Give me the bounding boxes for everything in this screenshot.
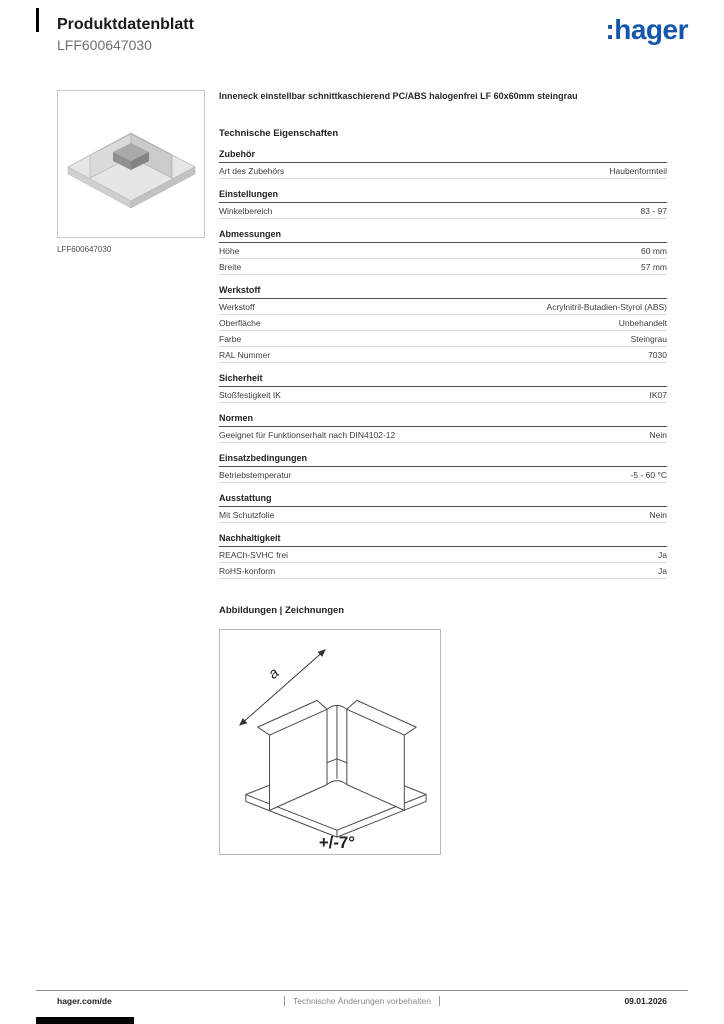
section-title: Nachhaltigkeit [219,533,667,547]
spec-label: RoHS-konform [219,565,276,576]
table-row [219,331,667,347]
table-row [219,347,667,363]
footer-divider [36,990,688,991]
table-row [219,467,667,483]
section-title: Ausstattung [219,493,667,507]
table-row [219,203,667,219]
spec-label: Werkstoff [219,301,255,312]
spec-value: Unbehandelt [618,317,667,328]
product-name: Inneneck einstellbar schnittkaschierend PC/ABS halogenfrei LF 60x60mm steingrau [219,91,578,101]
spec-value: 57 mm [641,261,667,272]
product-id: LFF600647030 [57,37,152,53]
section-title: Normen [219,413,667,427]
footer-separator-left [284,996,285,1006]
table-row [219,387,667,403]
spec-label: Art des Zubehörs [219,165,285,176]
spec-label: Mit Schutzfolie [219,509,275,520]
section-einstellungen [219,189,667,219]
table-row [219,547,667,563]
spec-value: Nein [649,509,667,520]
section-title: Werkstoff [219,285,667,299]
spec-value: Ja [658,565,667,576]
section-title: Sicherheit [219,373,667,387]
section-sicherheit [219,373,667,403]
print-mark-top [36,8,39,32]
figures-title: Abbildungen | Zeichnungen [219,605,345,616]
spec-value: Steingrau [630,333,667,344]
spec-label: Oberfläche [219,317,261,328]
spec-value: Ja [658,549,667,560]
section-title: Abmessungen [219,229,667,243]
spec-value: Acrylnitril-Butadien-Styrol (ABS) [546,301,667,312]
spec-label: Stoßfestigkeit IK [219,389,281,400]
product-render [58,91,204,237]
product-image [57,90,205,238]
spec-label: REACh-SVHC frei [219,549,288,560]
spec-value: IK07 [649,389,667,400]
table-row [219,243,667,259]
table-row [219,315,667,331]
spec-value: Nein [649,429,667,440]
section-ausstattung [219,493,667,523]
table-row [219,259,667,275]
hager-logo: :hager [605,14,688,45]
spec-label: Höhe [219,245,240,256]
footer [36,994,688,1008]
footer-date: 09.01.2026 [624,996,667,1006]
angle-label: +/-7° [318,833,356,853]
technical-drawing [220,630,440,854]
spec-label: Breite [219,261,242,272]
spec-label: Betriebstemperatur [219,469,292,480]
spec-value: 60 mm [641,245,667,256]
spec-label: Geeignet für Funktionserhalt nach DIN4102-12 [219,429,396,440]
footer-separator-right [439,996,440,1006]
page-title: Produktdatenblatt [57,16,194,33]
footer-website-link[interactable]: hager.com/de [57,996,112,1006]
spec-value: Haubenformteil [609,165,667,176]
spec-label: Winkelbereich [219,205,273,216]
section-nachhaltigkeit [219,533,667,579]
section-title: Einsatzbedingungen [219,453,667,467]
section-title: Einstellungen [219,189,667,203]
spec-label: RAL Nummer [219,349,271,360]
technical-drawing-box [219,629,441,855]
section-normen [219,413,667,443]
table-row [219,507,667,523]
section-werkstoff [219,285,667,363]
spec-label: Farbe [219,333,242,344]
section-zubehoer [219,149,667,179]
section-title: Zubehör [219,149,667,163]
table-row [219,563,667,579]
spec-value: 83 - 97 [640,205,667,216]
print-mark-bottom [36,1017,134,1024]
dimension-label: a [265,665,283,683]
footer-disclaimer: Technische Änderungen vorbehalten [293,996,431,1006]
table-row [219,299,667,315]
spec-value: -5 - 60 °C [630,469,667,480]
spec-value: 7030 [648,349,667,360]
footer-center-group [284,994,440,1008]
main-content [219,90,667,855]
product-image-caption: LFF600647030 [57,245,112,254]
table-row [219,163,667,179]
table-row [219,427,667,443]
section-einsatzbedingungen [219,453,667,483]
section-abmessungen [219,229,667,275]
tech-properties-title: Technische Eigenschaften [219,128,339,139]
